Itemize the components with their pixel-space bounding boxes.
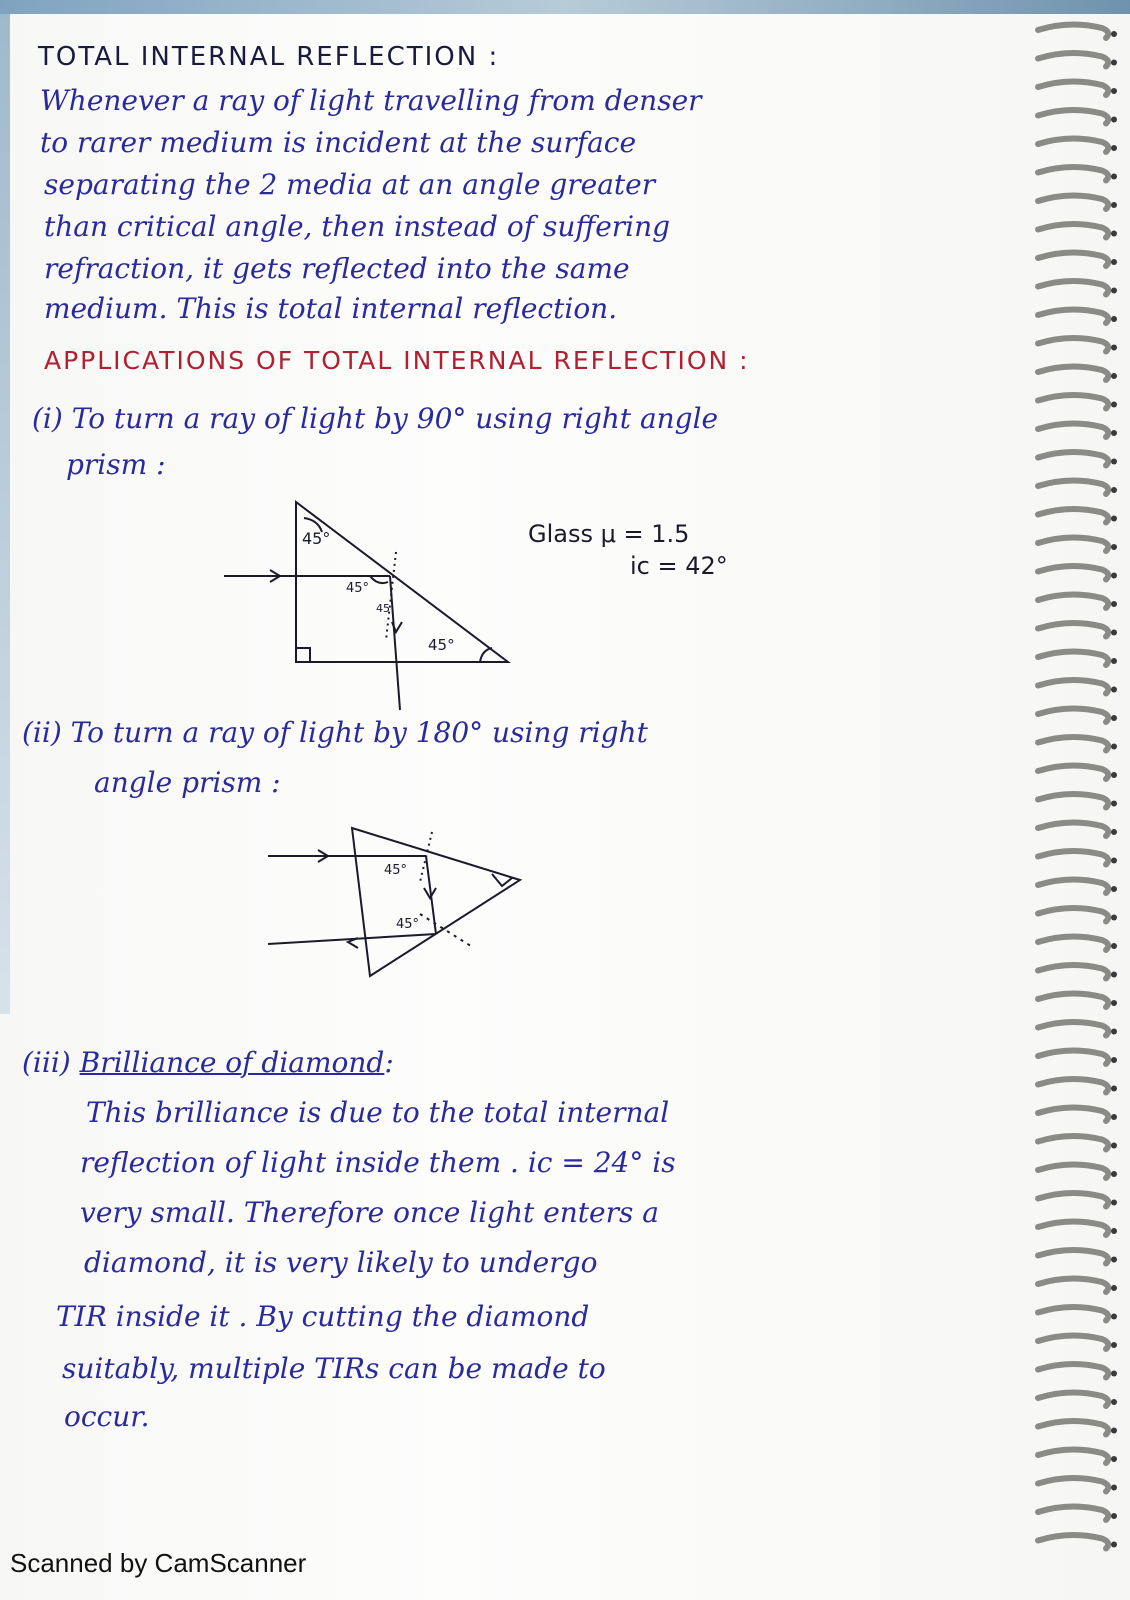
- app1-line-2: prism :: [66, 448, 166, 481]
- spiral-coil: [1038, 1250, 1108, 1264]
- spiral-hole: [1111, 715, 1117, 721]
- top-angle-label: 45°: [302, 529, 331, 548]
- spiral-hole: [1111, 915, 1117, 921]
- spiral-coil: [1038, 1335, 1108, 1349]
- spiral-hole: [1111, 373, 1117, 379]
- bottom-angle-label: 45°: [428, 636, 455, 654]
- app1-text-1: To turn a ray of light by 90° using right angle: [71, 402, 719, 435]
- spiral-hole: [1111, 744, 1117, 750]
- spiral-coil: [1038, 1079, 1108, 1093]
- spiral-hole: [1111, 1228, 1117, 1234]
- spiral-coil: [1038, 680, 1108, 694]
- spiral-hole: [1111, 1200, 1117, 1206]
- spiral-hole: [1111, 1542, 1117, 1548]
- spiral-hole: [1111, 601, 1117, 607]
- spiral-hole: [1111, 430, 1117, 436]
- app2-number: (ii): [22, 716, 62, 749]
- spiral-coil: [1038, 338, 1108, 352]
- spiral-coil: [1038, 1307, 1108, 1321]
- spiral-coil: [1038, 252, 1108, 266]
- spiral-hole: [1111, 972, 1117, 978]
- spiral-hole: [1111, 1057, 1117, 1063]
- app3-line-4: diamond, it is very likely to undergo: [84, 1246, 598, 1279]
- lower-angle-label: 45°: [396, 917, 420, 932]
- spiral-coil: [1038, 851, 1108, 865]
- background-edge: [0, 14, 10, 1014]
- spiral-coil: [1038, 24, 1108, 38]
- spiral-hole: [1111, 259, 1117, 265]
- spiral-coil: [1038, 224, 1108, 238]
- right-angle-prism-180-diagram: [260, 818, 540, 988]
- spiral-coil: [1038, 452, 1108, 466]
- spiral-coil: [1038, 81, 1108, 95]
- spiral-coil: [1038, 822, 1108, 836]
- spiral-hole: [1111, 231, 1117, 237]
- spiral-coil: [1038, 908, 1108, 922]
- spiral-hole: [1111, 886, 1117, 892]
- spiral-coil: [1038, 737, 1108, 751]
- spiral-hole: [1111, 801, 1117, 807]
- spiral-hole: [1111, 31, 1117, 37]
- spiral-hole: [1111, 573, 1117, 579]
- spiral-coil: [1038, 594, 1108, 608]
- spiral-coil: [1038, 708, 1108, 722]
- prism-90-outline: [296, 502, 508, 662]
- spiral-hole: [1111, 174, 1117, 180]
- app2-text-1: To turn a ray of light by 180° using right: [70, 716, 648, 749]
- inner-angle-label: 45°: [346, 581, 370, 596]
- right-angle-mark: [296, 648, 310, 662]
- spiral-hole: [1111, 630, 1117, 636]
- spiral-coil: [1038, 195, 1108, 209]
- spiral-hole: [1111, 345, 1117, 351]
- definition-line-5: refraction, it gets reflected into the same: [44, 252, 630, 285]
- spiral-coil: [1038, 1449, 1108, 1463]
- definition-line-2: to rarer medium is incident at the surface: [40, 126, 637, 159]
- spiral-hole: [1111, 1371, 1117, 1377]
- spiral-coil: [1038, 1221, 1108, 1235]
- background-strip: [0, 0, 1130, 14]
- spiral-coil: [1038, 423, 1108, 437]
- prism-180-outline: [352, 828, 520, 976]
- spiral-hole: [1111, 117, 1117, 123]
- definition-line-6: medium. This is total internal reflection.: [44, 292, 618, 325]
- spiral-hole: [1111, 1171, 1117, 1177]
- spiral-hole: [1111, 1513, 1117, 1519]
- spiral-coil: [1038, 110, 1108, 124]
- spiral-coil: [1038, 480, 1108, 494]
- app3-line-7: occur.: [64, 1400, 150, 1433]
- spiral-hole: [1111, 60, 1117, 66]
- applications-heading: APPLICATIONS OF TOTAL INTERNAL REFLECTION :: [44, 346, 750, 375]
- spiral-coil: [1038, 138, 1108, 152]
- spiral-coil: [1038, 1535, 1108, 1549]
- spiral-hole: [1111, 1000, 1117, 1006]
- spiral-coil: [1038, 1392, 1108, 1406]
- spiral-coil: [1038, 1278, 1108, 1292]
- normal-line-lower: [420, 914, 474, 948]
- spiral-hole: [1111, 1456, 1117, 1462]
- app3-heading-suffix: :: [384, 1046, 394, 1079]
- spiral-coil: [1038, 993, 1108, 1007]
- app2-line-2: angle prism :: [94, 766, 281, 799]
- spiral-hole: [1111, 1314, 1117, 1320]
- spiral-hole: [1111, 487, 1117, 493]
- spiral-hole: [1111, 516, 1117, 522]
- spiral-hole: [1111, 459, 1117, 465]
- spiral-coil: [1038, 879, 1108, 893]
- scanner-watermark: Scanned by CamScanner: [10, 1548, 307, 1578]
- spiral-hole: [1111, 858, 1117, 864]
- spiral-hole: [1111, 1143, 1117, 1149]
- spiral-coil: [1038, 366, 1108, 380]
- spiral-coil: [1038, 1107, 1108, 1121]
- spiral-coil: [1038, 794, 1108, 808]
- spiral-binding: [1030, 10, 1130, 1570]
- app3-line-5: TIR inside it . By cutting the diamond: [56, 1300, 590, 1333]
- spiral-coil: [1038, 566, 1108, 580]
- spiral-coil: [1038, 965, 1108, 979]
- spiral-hole: [1111, 544, 1117, 550]
- outgoing-ray: [268, 934, 436, 944]
- spiral-coil: [1038, 1193, 1108, 1207]
- spiral-hole: [1111, 658, 1117, 664]
- inner-angle-label-2: 45: [376, 602, 390, 615]
- app3-heading-line: [22, 1046, 394, 1079]
- app2-line-1: [22, 716, 648, 749]
- spiral-hole: [1111, 687, 1117, 693]
- app3-number: (iii): [22, 1046, 71, 1079]
- spiral-hole: [1111, 88, 1117, 94]
- spiral-coil: [1038, 1164, 1108, 1178]
- spiral-hole: [1111, 1428, 1117, 1434]
- spiral-coil: [1038, 623, 1108, 637]
- spiral-hole: [1111, 202, 1117, 208]
- app1-number: (i): [32, 402, 63, 435]
- app1-line-1: [32, 402, 718, 435]
- app3-line-3: very small. Therefore once light enters a: [80, 1196, 659, 1229]
- definition-line-3: separating the 2 media at an angle greater: [44, 168, 656, 201]
- spiral-hole: [1111, 1342, 1117, 1348]
- page-title: TOTAL INTERNAL REFLECTION :: [38, 42, 500, 72]
- app3-heading: Brilliance of diamond: [79, 1046, 385, 1079]
- spiral-coil: [1038, 1506, 1108, 1520]
- spiral-coil: [1038, 936, 1108, 950]
- bottom-angle-arc: [480, 648, 492, 662]
- spiral-coil: [1038, 1022, 1108, 1036]
- spiral-hole: [1111, 1114, 1117, 1120]
- glass-mu-label: Glass μ = 1.5: [528, 520, 690, 548]
- spiral-hole: [1111, 1285, 1117, 1291]
- reflected-ray-90: [390, 576, 400, 710]
- spiral-hole: [1111, 1485, 1117, 1491]
- spiral-hole: [1111, 1086, 1117, 1092]
- app3-line-6: suitably, multiple TIRs can be made to: [62, 1352, 606, 1385]
- app3-line-1: This brilliance is due to the total internal: [86, 1096, 670, 1129]
- app3-line-2: reflection of light inside them . ic = 24° is: [80, 1146, 676, 1179]
- spiral-hole: [1111, 943, 1117, 949]
- spiral-coil: [1038, 1136, 1108, 1150]
- spiral-hole: [1111, 772, 1117, 778]
- spiral-hole: [1111, 1257, 1117, 1263]
- definition-line-1: Whenever a ray of light travelling from denser: [40, 84, 702, 117]
- spiral-hole: [1111, 316, 1117, 322]
- spiral-hole: [1111, 402, 1117, 408]
- spiral-coil: [1038, 53, 1108, 67]
- spiral-hole: [1111, 288, 1117, 294]
- critical-angle-label: ic = 42°: [630, 552, 728, 580]
- spiral-coil: [1038, 1364, 1108, 1378]
- spiral-coil: [1038, 395, 1108, 409]
- spiral-coil: [1038, 1050, 1108, 1064]
- spiral-coil: [1038, 167, 1108, 181]
- spiral-coil: [1038, 309, 1108, 323]
- spiral-coil: [1038, 509, 1108, 523]
- spiral-coil: [1038, 765, 1108, 779]
- spiral-coil: [1038, 1478, 1108, 1492]
- inner-angle-arc: [370, 576, 388, 583]
- spiral-coil: [1038, 651, 1108, 665]
- spiral-coil: [1038, 1421, 1108, 1435]
- right-angle-prism-90-diagram: [210, 490, 540, 720]
- spiral-hole: [1111, 829, 1117, 835]
- spiral-coil: [1038, 537, 1108, 551]
- spiral-hole: [1111, 1029, 1117, 1035]
- spiral-coil: [1038, 281, 1108, 295]
- definition-line-4: than critical angle, then instead of suffering: [44, 210, 671, 243]
- spiral-hole: [1111, 1399, 1117, 1405]
- upper-angle-label: 45°: [384, 863, 408, 878]
- spiral-hole: [1111, 145, 1117, 151]
